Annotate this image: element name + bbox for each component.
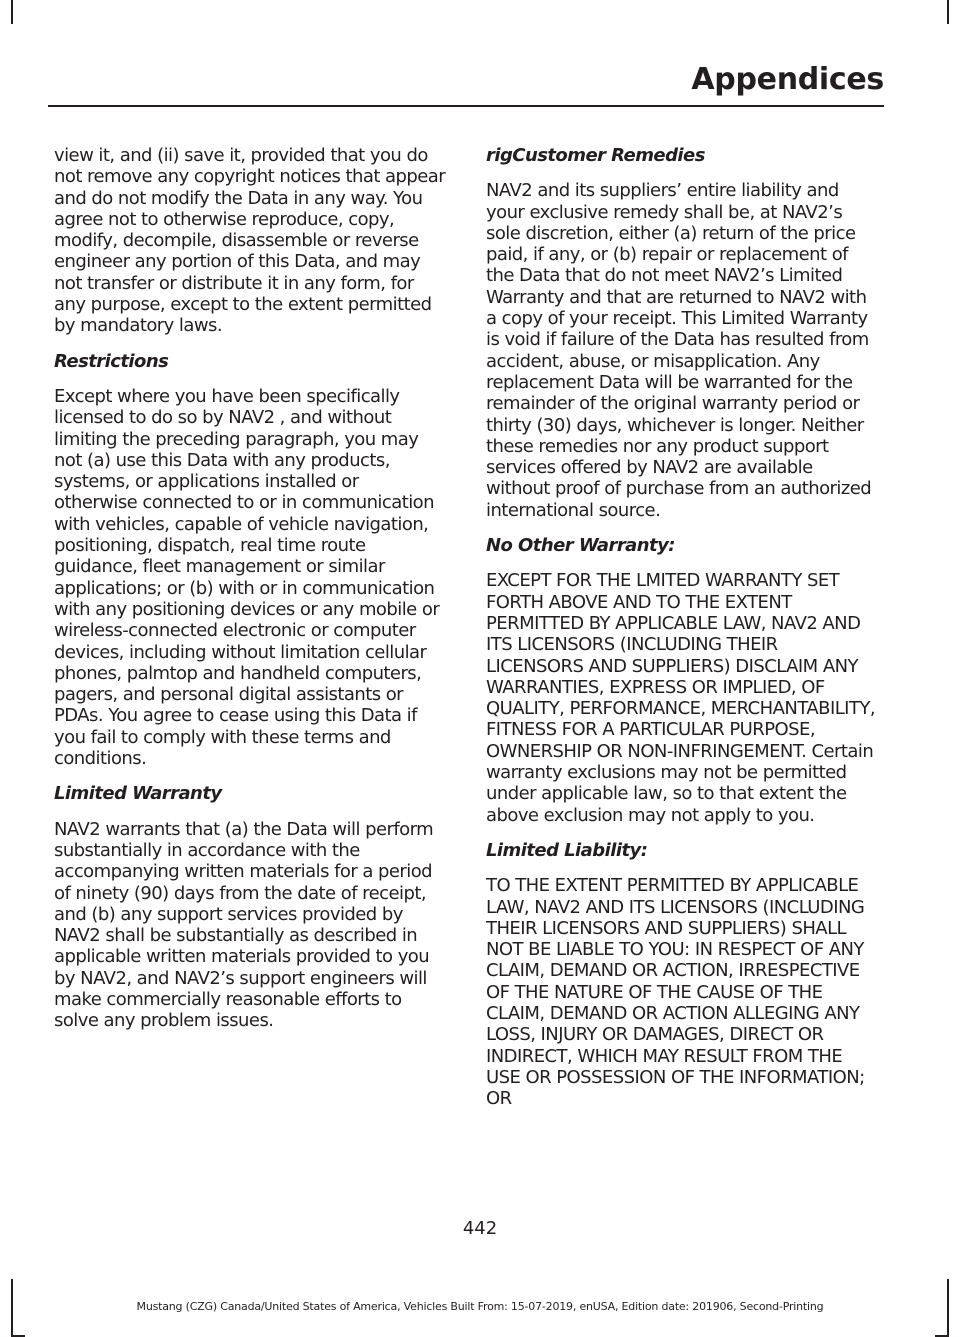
heading-limited-liability: Limited Liability: <box>486 839 648 861</box>
heading-customer-remedies: rigCustomer Remedies <box>486 145 705 166</box>
paragraph-no-other-warranty: EXCEPT FOR THE LMITED WARRANTY SET FORTH ABOVE AND TO THE EXTENT PERMITTED BY APPLICABLE LAW, NAV2 AND ITS LICENSORS (INCLUDING THEIR LICENSORS AND SUPPLIERS) DISCLAIM ANY WARRANTIES, EXPRESS OR IMPLIED, OF QUALITY, PERFORMANCE, MERCHANTABILITY, FITNESS FOR A PARTICULAR PURPOSE, OWNERSHIP OR NON-INFRINGEMENT. Certain warranty exclusions may not be permitted under applicable law, so to that extent the above exclusion may not apply to you. <box>486 570 875 826</box>
right-column <box>486 145 880 1123</box>
paragraph-limited-liability: TO THE EXTENT PERMITTED BY APPLICABLE LAW, NAV2 AND ITS LICENSORS (INCLUDING THEIR LICENSORS AND SUPPLIERS) SHALL NOT BE LIABLE TO YOU: IN RESPECT OF ANY CLAIM, DEMAND OR ACTION, IRRESPECTIVE OF THE NATURE OF THE CAUSE OF THE CLAIM, DEMAND OR ACTION ALLEGING ANY LOSS, INJURY OR DAMAGES, DIRECT OR INDIRECT, WHICH MAY RESULT FROM THE USE OR POSSESSION OF THE INFORMATION; OR <box>486 875 865 1110</box>
page-title: Appendices <box>691 62 884 97</box>
paragraph-customer-remedies: NAV2 and its suppliers’ entire liability and your exclusive remedy shall be, at NAV2’s sole discretion, either (a) return of the price paid, if any, or (b) repair or replacement of the Data that do not meet NAV2’s Limited Warranty and that are returned to NAV2 with a copy of your receipt. This Limited Warranty is void if failure of the Data has resulted from accident, abuse, or misapplication. Any replacement Data will be warranted for the remainder of the original warranty period or thirty (30) days, whichever is longer. Neither these remedies nor any product support services offered by NAV2 are available without proof of purchase from an authorized international source. <box>486 180 872 521</box>
crop-mark-top-right <box>947 0 949 24</box>
heading-no-other-warranty: No Other Warranty: <box>486 535 675 557</box>
page-number: 442 <box>462 1218 498 1239</box>
header-divider <box>48 105 884 107</box>
heading-restrictions: Restrictions <box>54 350 169 372</box>
paragraph-restrictions: Except where you have been specifically licensed to do so by NAV2 , and without limiting the preceding paragraph, you may not (a) use this Data with any products, systems, or applications installed or otherwise connected to or in communication with vehicles, capable of vehicle navigation, positioning, dispatch, real time route guidance, fleet management or similar applications; or (b) with or in communication with any positioning devices or any mobile or wireless-connected electronic or computer devices, including without limitation cellular phones, palmtop and handheld computers, pagers, and personal digital assistants or PDAs. You agree to cease using this Data if you fail to comply with these terms and conditions. <box>54 385 440 770</box>
crop-mark-top-left <box>11 0 13 24</box>
left-column <box>54 145 446 1046</box>
heading-limited-warranty: Limited Warranty <box>54 783 222 805</box>
paragraph-limited-warranty: NAV2 warrants that (a) the Data will perform substantially in accordance with the accompanying written materials for a period of ninety (90) days from the date of receipt, and (b) any support services provided by NAV2 shall be substantially as described in applicable written materials provided to you by NAV2, and NAV2’s support engineers will make commercially reasonable efforts to solve any problem issues. <box>54 818 434 1032</box>
paragraph-license-continuation: view it, and (ii) save it, provided that you do not remove any copyright notices that appear and do not modify the Data in any way. You agree not to otherwise reproduce, copy, modify, decompile, disassemble or reverse engineer any portion of this Data, and may not transfer or distribute it in any form, for any purpose, except to the extent permitted by mandatory laws. <box>54 145 446 337</box>
footer-edition-note: Mustang (CZG) Canada/United States of America, Vehicles Built From: 15-07-2019, enUSA, Edition date: 201906, Second-Printing <box>136 1300 824 1313</box>
